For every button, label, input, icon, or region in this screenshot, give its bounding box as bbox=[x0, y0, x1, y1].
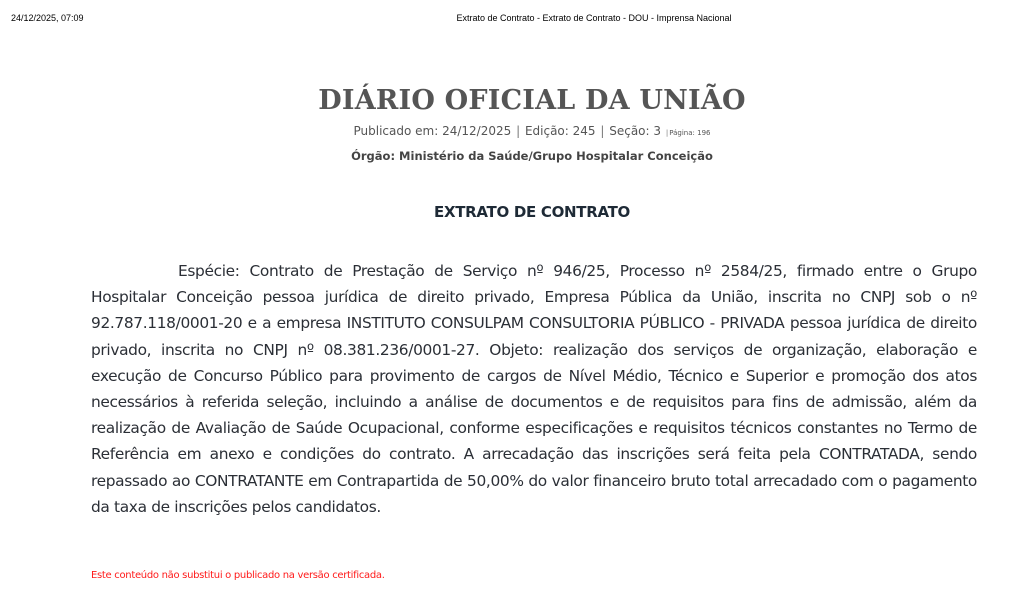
edition-number: Edição: 245 bbox=[524, 124, 596, 138]
page-number: Página: 196 bbox=[669, 129, 711, 137]
section-number: Seção: 3 bbox=[609, 124, 662, 138]
published-date: Publicado em: 24/12/2025 bbox=[353, 124, 512, 138]
orgao: Órgão: Ministério da Saúde/Grupo Hospitalar Conceição bbox=[351, 149, 713, 163]
masthead bbox=[0, 84, 1024, 164]
publication-info bbox=[0, 123, 1024, 141]
print-page-title: Extrato de Contrato - Extrato de Contrato - DOU - Imprensa Nacional bbox=[456, 13, 732, 23]
document-body: Espécie: Contrato de Prestação de Serviço nº 946/25, Processo nº 2584/25, firmado entre o Grupo Hospitalar Conceição pessoa jurídica de direito privado, Empresa Pública da União, inscrita no CNPJ sob o nº 92.787.118/0001-20 e a empresa INSTITUTO CONSULPAM CONSULTORIA PÚBLICO - PRIVADA pessoa jurídica de direito privado, inscrita no CNPJ nº 08.381.236/0001-27. Objeto: realização dos serviços de organização, elaboração e execução de Concurso Público para provimento de cargos de Nível Médio, Técnico e Superior e promoção dos atos necessários à referida seleção, incluindo a análise de documentos e de requisitos para fins de admissão, além da realização de Avaliação de Saúde Ocupacional, conforme especificações e requisitos técnicos constantes no Termo de Referência em anexo e condições do contrato. A arrecadação das inscrições será feita pela CONTRATADA, sendo repassado ao CONTRATANTE em Contrapartida de 50,00% do valor financeiro bruto total arrecadado com o pagamento da taxa de inscrições pelos candidatos. bbox=[91, 262, 977, 516]
separator: | bbox=[600, 124, 605, 138]
separator: | bbox=[665, 129, 669, 137]
certification-disclaimer: Este conteúdo não substitui o publicado na versão certificada. bbox=[91, 570, 385, 581]
print-datetime: 24/12/2025, 07:09 bbox=[11, 13, 84, 23]
separator: | bbox=[516, 124, 521, 138]
document-heading: EXTRATO DE CONTRATO bbox=[434, 203, 630, 221]
publication-title: DIÁRIO OFICIAL DA UNIÃO bbox=[318, 85, 746, 116]
print-header bbox=[0, 13, 1024, 27]
